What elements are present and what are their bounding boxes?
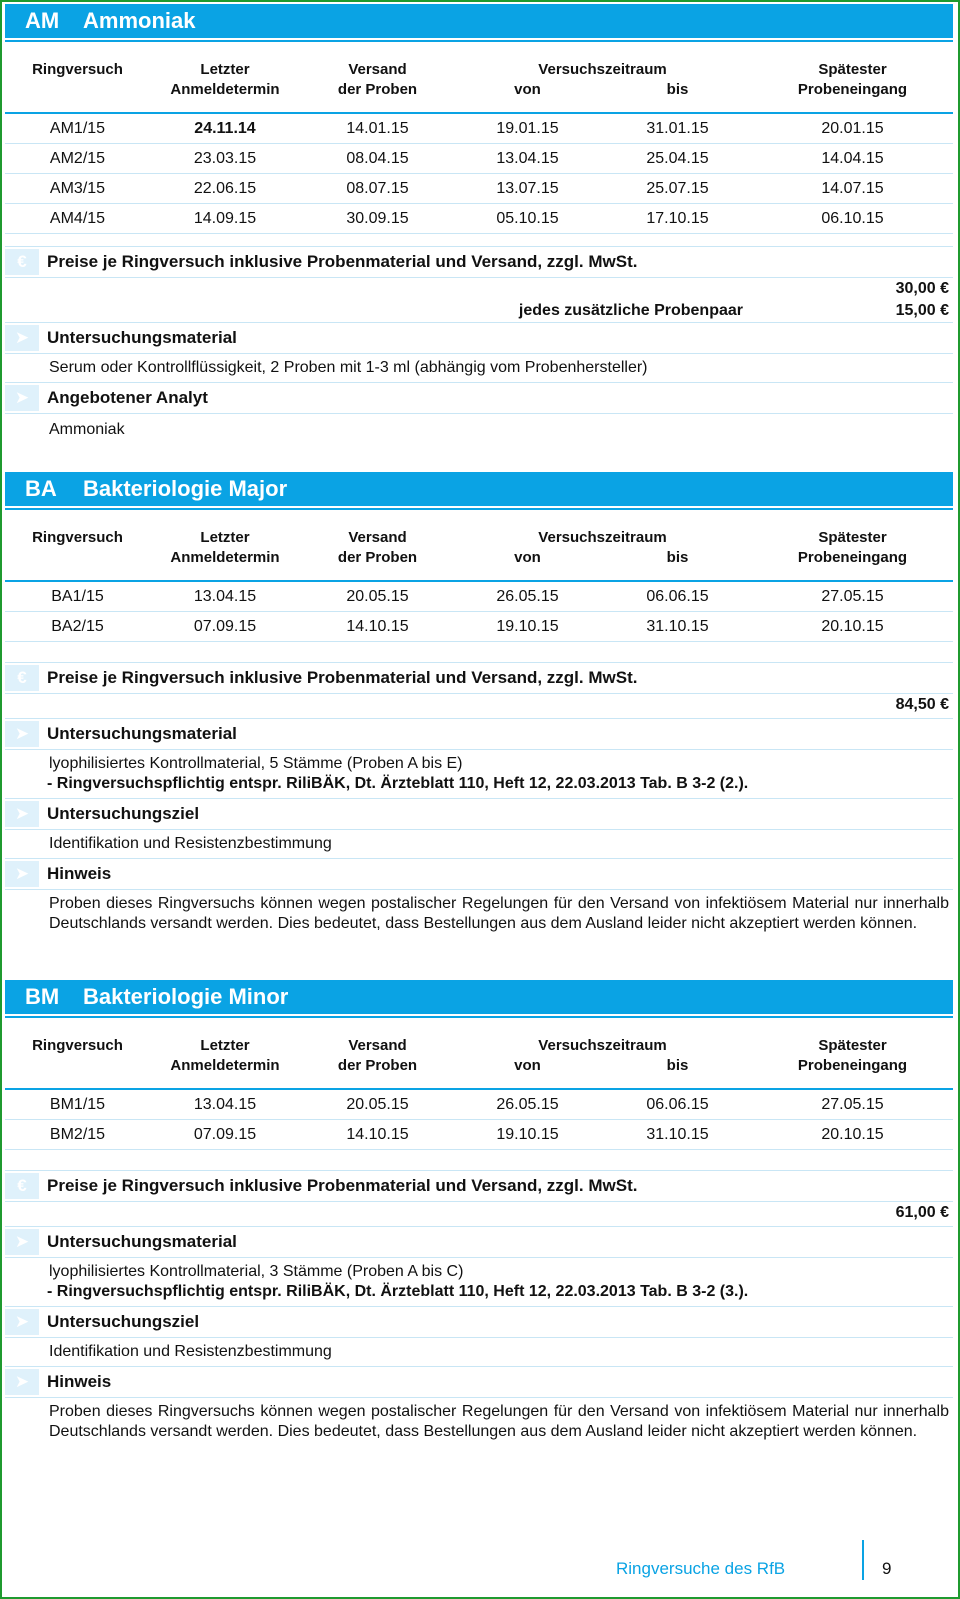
table-row xyxy=(5,114,953,144)
cell: 13.04.15 xyxy=(193,588,257,605)
ziel-text: Identifikation und Resistenzbestimmung xyxy=(5,830,953,859)
cell: BM1/15 xyxy=(49,1096,106,1113)
price-value: 61,00 € xyxy=(895,1204,949,1221)
cell: 25.04.15 xyxy=(646,150,709,167)
col-bis: bis xyxy=(666,549,689,566)
analyt-title: Angebotener Analyt xyxy=(47,388,208,407)
cell: BA1/15 xyxy=(51,588,104,605)
ziel-heading xyxy=(5,1307,953,1338)
arrow-icon: ➤ xyxy=(5,721,39,747)
extra-price-value: 15,00 € xyxy=(895,302,949,319)
page-number: 9 xyxy=(882,1559,892,1578)
col-letzter: Letzter xyxy=(200,529,250,546)
section-title: Ammoniak xyxy=(83,8,196,33)
price-value: 84,50 € xyxy=(895,696,949,713)
cell: 19.10.15 xyxy=(496,618,559,635)
price-title: Preise je Ringversuch inklusive Probenmaterial und Versand, zzgl. MwSt. xyxy=(47,252,638,271)
cell: 14.09.15 xyxy=(193,210,257,227)
col-bis: bis xyxy=(666,81,689,98)
cell: 31.10.15 xyxy=(646,618,709,635)
cell: 05.10.15 xyxy=(496,210,559,227)
table-row xyxy=(5,1090,953,1120)
col-von: von xyxy=(514,549,541,566)
table-row xyxy=(5,204,953,234)
cell: 08.04.15 xyxy=(346,150,409,167)
cell: 31.10.15 xyxy=(646,1126,709,1143)
cell: 30.09.15 xyxy=(346,210,409,227)
cell: 20.05.15 xyxy=(346,1096,409,1113)
material-text: Serum oder Kontrollflüssigkeit, 2 Proben mit 1-3 ml (abhängig vom Probenhersteller) xyxy=(5,354,953,383)
col-letzter: Letzter xyxy=(200,1037,250,1054)
cell: AM4/15 xyxy=(49,210,106,227)
table-row xyxy=(5,582,953,612)
cell: 06.10.15 xyxy=(821,210,884,227)
cell: AM1/15 xyxy=(49,120,106,137)
arrow-icon: ➤ xyxy=(5,1229,39,1255)
section-code: BM xyxy=(25,984,60,1009)
price-heading xyxy=(5,1171,953,1202)
divider xyxy=(5,1150,953,1171)
cell: 27.05.15 xyxy=(821,588,884,605)
col-versand: Versand xyxy=(348,61,407,78)
cell: 17.10.15 xyxy=(646,210,709,227)
cell: 26.05.15 xyxy=(496,588,559,605)
price-value: 30,00 € xyxy=(895,280,949,297)
cell: 19.01.15 xyxy=(496,120,559,137)
cell: 23.03.15 xyxy=(193,150,257,167)
col-probeneingang: Probeneingang xyxy=(797,1057,908,1074)
price-line xyxy=(5,694,953,719)
col-von: von xyxy=(514,1057,541,1074)
cell: 20.05.15 xyxy=(346,588,409,605)
cell: 14.10.15 xyxy=(346,618,409,635)
material-line-1: lyophilisiertes Kontrollmaterial, 5 Stämme (Proben A bis E) xyxy=(49,755,463,772)
material-text xyxy=(5,1258,953,1307)
euro-icon: € xyxy=(5,249,39,275)
arrow-icon: ➤ xyxy=(5,861,39,887)
hinweis-heading xyxy=(5,1367,953,1398)
material-line-2: - Ringversuchspflichtig entspr. RiliBÄK, Dt. Ärzteblatt 110, Heft 12, 22.03.2013 Tab. B 3-2 (2.). xyxy=(47,775,749,792)
analyt-heading xyxy=(5,383,953,414)
cell: 20.10.15 xyxy=(821,618,884,635)
arrow-icon: ➤ xyxy=(5,801,39,827)
cell: BA2/15 xyxy=(51,618,104,635)
col-anmeldetermin: Anmeldetermin xyxy=(170,81,280,98)
material-title: Untersuchungsmaterial xyxy=(47,328,237,347)
cell: BM2/15 xyxy=(49,1126,106,1143)
cell: AM3/15 xyxy=(49,180,106,197)
ziel-title: Untersuchungsziel xyxy=(47,1312,200,1331)
table-row xyxy=(5,174,953,204)
material-heading xyxy=(5,323,953,354)
table-row xyxy=(5,612,953,642)
table-header xyxy=(5,40,953,114)
material-title: Untersuchungsmaterial xyxy=(47,1232,237,1251)
divider xyxy=(5,642,953,663)
material-line-1: lyophilisiertes Kontrollmaterial, 3 Stämme (Proben A bis C) xyxy=(49,1263,464,1280)
cell: 25.07.15 xyxy=(646,180,709,197)
ziel-text: Identifikation und Resistenzbestimmung xyxy=(5,1338,953,1367)
col-versuchszeitraum: Versuchszeitraum xyxy=(538,1037,667,1054)
col-ringversuch: Ringversuch xyxy=(32,529,123,546)
section-header xyxy=(5,980,953,1014)
col-der-proben: der Proben xyxy=(337,81,418,98)
divider xyxy=(5,234,953,247)
cell: 06.06.15 xyxy=(646,588,709,605)
col-ringversuch: Ringversuch xyxy=(32,1037,123,1054)
ziel-title: Untersuchungsziel xyxy=(47,804,200,823)
section-code: BA xyxy=(25,476,57,501)
section-bm xyxy=(5,980,953,1446)
hinweis-heading xyxy=(5,859,953,890)
section-ba xyxy=(5,472,953,938)
section-am xyxy=(5,4,953,444)
cell: 22.06.15 xyxy=(193,180,257,197)
material-heading xyxy=(5,1227,953,1258)
table-row xyxy=(5,1120,953,1150)
footer-divider xyxy=(862,1540,864,1580)
price-title: Preise je Ringversuch inklusive Probenmaterial und Versand, zzgl. MwSt. xyxy=(47,1176,638,1195)
extra-price-line xyxy=(5,300,953,323)
cell: 14.10.15 xyxy=(346,1126,409,1143)
arrow-icon: ➤ xyxy=(5,385,39,411)
material-heading xyxy=(5,719,953,750)
price-heading xyxy=(5,247,953,278)
euro-icon: € xyxy=(5,1173,39,1199)
col-der-proben: der Proben xyxy=(337,1057,418,1074)
price-line xyxy=(5,278,953,300)
arrow-icon: ➤ xyxy=(5,325,39,351)
cell: 19.10.15 xyxy=(496,1126,559,1143)
cell: 13.04.15 xyxy=(496,150,559,167)
material-line-2: - Ringversuchspflichtig entspr. RiliBÄK, Dt. Ärzteblatt 110, Heft 12, 22.03.2013 Tab. B 3-2 (3.). xyxy=(47,1283,749,1300)
hinweis-text: Proben dieses Ringversuchs können wegen postalischer Regelungen für den Versand von infektiösem Material nur innerhalb Deutschlands versandt werden. Dies bedeutet, dass Bestellungen aus dem Ausland leider nicht akzeptiert werden können. xyxy=(49,895,949,932)
cell: 26.05.15 xyxy=(496,1096,559,1113)
cell: 24.11.14 xyxy=(194,120,256,137)
cell: 20.01.15 xyxy=(821,120,884,137)
section-code: AM xyxy=(25,8,60,33)
section-title: Bakteriologie Minor xyxy=(83,984,289,1009)
price-line xyxy=(5,1202,953,1227)
col-anmeldetermin: Anmeldetermin xyxy=(170,1057,280,1074)
price-heading xyxy=(5,663,953,694)
table-header xyxy=(5,508,953,582)
hinweis-text: Proben dieses Ringversuchs können wegen postalischer Regelungen für den Versand von infektiösem Material nur innerhalb Deutschlands versandt werden. Dies bedeutet, dass Bestellungen aus dem Ausland leider nicht akzeptiert werden können. xyxy=(49,1403,949,1440)
cell: 07.09.15 xyxy=(193,618,257,635)
cell: 14.07.15 xyxy=(821,180,884,197)
cell: 14.04.15 xyxy=(821,150,884,167)
col-von: von xyxy=(514,81,541,98)
section-title: Bakteriologie Major xyxy=(83,476,288,501)
material-title: Untersuchungsmaterial xyxy=(47,724,237,743)
col-probeneingang: Probeneingang xyxy=(797,549,908,566)
col-ringversuch: Ringversuch xyxy=(32,61,123,78)
cell: 07.09.15 xyxy=(193,1126,257,1143)
cell: 13.04.15 xyxy=(193,1096,257,1113)
cell: 13.07.15 xyxy=(496,180,559,197)
section-header xyxy=(5,472,953,506)
col-spaetester: Spätester xyxy=(818,61,887,78)
col-versand: Versand xyxy=(348,529,407,546)
arrow-icon: ➤ xyxy=(5,1369,39,1395)
cell: 20.10.15 xyxy=(821,1126,884,1143)
ziel-heading xyxy=(5,799,953,830)
price-title: Preise je Ringversuch inklusive Probenmaterial und Versand, zzgl. MwSt. xyxy=(47,668,638,687)
table-row xyxy=(5,144,953,174)
cell: 27.05.15 xyxy=(821,1096,884,1113)
arrow-icon: ➤ xyxy=(5,1309,39,1335)
col-versuchszeitraum: Versuchszeitraum xyxy=(538,61,667,78)
col-bis: bis xyxy=(666,1057,689,1074)
hinweis-title: Hinweis xyxy=(47,864,112,883)
col-versand: Versand xyxy=(348,1037,407,1054)
col-probeneingang: Probeneingang xyxy=(797,81,908,98)
table-header xyxy=(5,1016,953,1090)
col-spaetester: Spätester xyxy=(818,1037,887,1054)
col-spaetester: Spätester xyxy=(818,529,887,546)
section-header xyxy=(5,4,953,38)
cell: 14.01.15 xyxy=(346,120,409,137)
extra-price-label: jedes zusätzliche Probenpaar xyxy=(518,302,743,319)
analyt-text: Ammoniak xyxy=(49,421,125,438)
col-versuchszeitraum: Versuchszeitraum xyxy=(538,529,667,546)
euro-icon: € xyxy=(5,665,39,691)
material-text xyxy=(5,750,953,799)
cell: 08.07.15 xyxy=(346,180,409,197)
footer-title: Ringversuche des RfB xyxy=(616,1559,786,1578)
cell: AM2/15 xyxy=(49,150,106,167)
col-anmeldetermin: Anmeldetermin xyxy=(170,549,280,566)
cell: 31.01.15 xyxy=(646,120,709,137)
col-letzter: Letzter xyxy=(200,61,250,78)
col-der-proben: der Proben xyxy=(337,549,418,566)
hinweis-title: Hinweis xyxy=(47,1372,112,1391)
cell: 06.06.15 xyxy=(646,1096,709,1113)
